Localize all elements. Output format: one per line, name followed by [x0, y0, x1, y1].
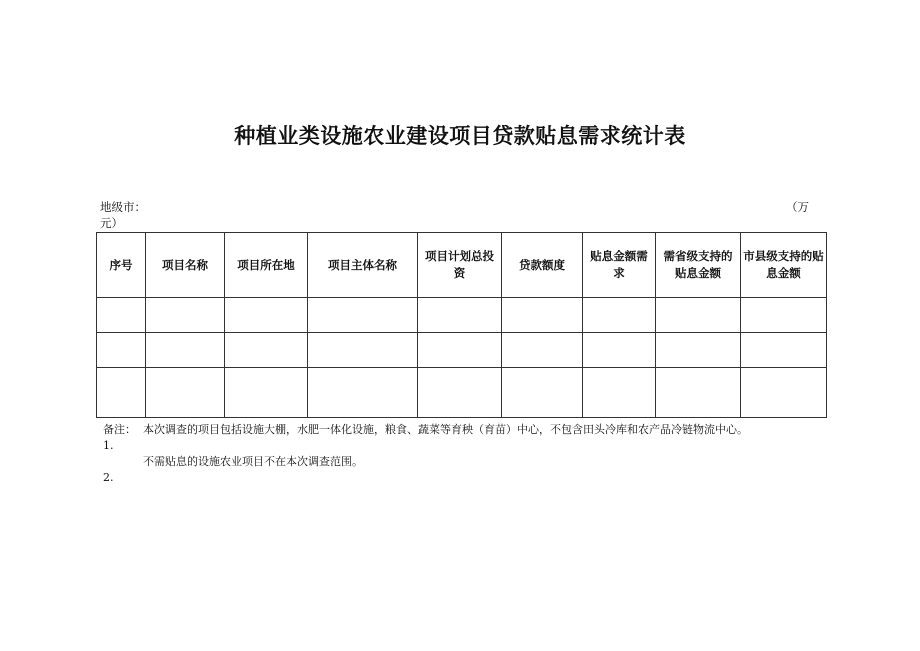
table-cell: [97, 333, 146, 368]
header-project-location: 项目所在地: [225, 233, 308, 298]
table-cell: [502, 333, 583, 368]
table-cell: [146, 333, 225, 368]
header-project-entity: 项目主体名称: [308, 233, 418, 298]
table-cell: [418, 333, 502, 368]
table-cell: [97, 368, 146, 418]
unit-label-open: （万: [786, 200, 809, 214]
header-subsidy-demand: 贴息金额需求: [583, 233, 656, 298]
note-item-2: [103, 454, 833, 486]
table-cell: [583, 333, 656, 368]
table-cell: [97, 298, 146, 333]
note-item-2-prefix: 2.: [103, 471, 114, 484]
city-label: 地级市：: [100, 200, 146, 214]
table-cell: [418, 368, 502, 418]
note-item-1-text: 本次调查的项目包括设施大棚，水肥一体化设施，粮食、蔬菜等育秧（育苗）中心，不包含田头冷库和农产品冷链物流中心。: [143, 423, 748, 436]
table-cell: [308, 368, 418, 418]
table-row: [97, 368, 827, 418]
table-cell: [656, 333, 741, 368]
notes-prefix: 备注：1.: [103, 423, 136, 452]
table-cell: [225, 368, 308, 418]
table-row: [97, 298, 827, 333]
header-loan-amount: 贷款额度: [502, 233, 583, 298]
table-cell: [308, 298, 418, 333]
note-item-2-text: 不需贴息的设施农业项目不在本次调查范围。: [143, 455, 363, 468]
table-header-row: [97, 233, 827, 298]
table-cell: [225, 333, 308, 368]
header-project-name: 项目名称: [146, 233, 225, 298]
notes-section: [103, 422, 833, 486]
statistics-table: [96, 232, 827, 418]
table-cell: [418, 298, 502, 333]
table-cell: [583, 298, 656, 333]
page-title: 种植业类设施农业建设项目贷款贴息需求统计表: [234, 124, 686, 148]
header-index: 序号: [97, 233, 146, 298]
table-cell: [502, 368, 583, 418]
table-cell: [146, 298, 225, 333]
table-cell: [656, 368, 741, 418]
table-cell: [656, 298, 741, 333]
table-cell: [502, 298, 583, 333]
table-cell: [741, 368, 827, 418]
table-cell: [146, 368, 225, 418]
unit-label-close: 元）: [100, 216, 123, 230]
table-cell: [225, 298, 308, 333]
table-cell: [583, 368, 656, 418]
header-planned-investment: 项目计划总投资: [418, 233, 502, 298]
note-item-1: [103, 422, 833, 454]
table-cell: [308, 333, 418, 368]
header-provincial-subsidy: 需省级支持的贴息金额: [656, 233, 741, 298]
table-cell: [741, 298, 827, 333]
header-county-subsidy: 市县级支持的贴息金额: [741, 233, 827, 298]
table-row: [97, 333, 827, 368]
table-cell: [741, 333, 827, 368]
